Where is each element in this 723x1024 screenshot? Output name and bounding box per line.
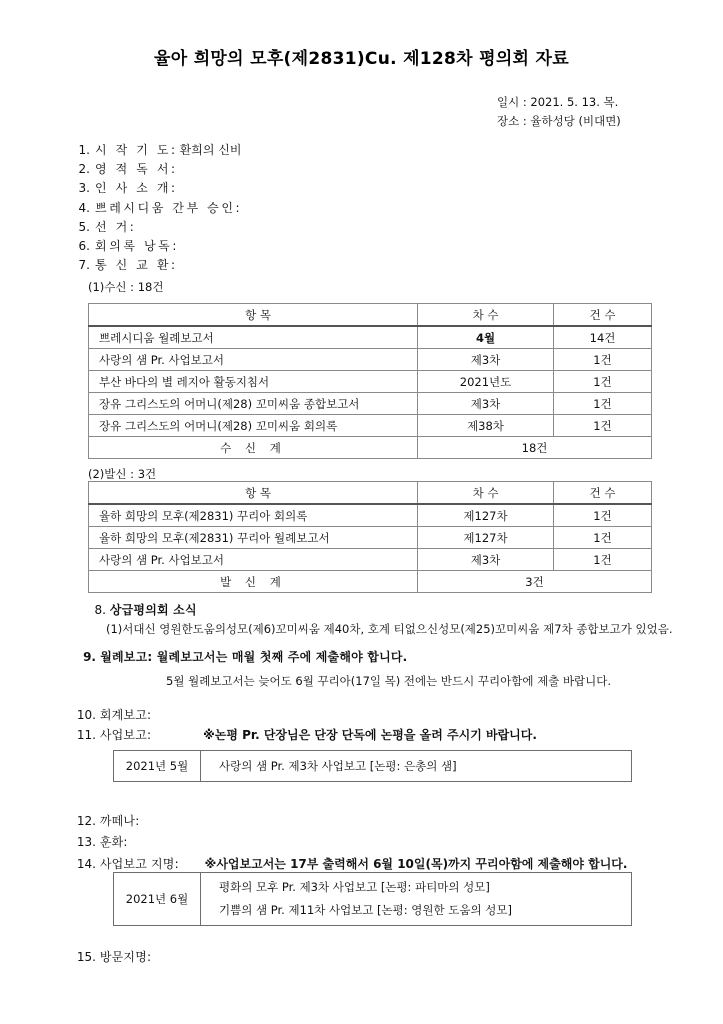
agenda-item-1-value: 환희의 신비 bbox=[179, 143, 242, 157]
agenda-item-5-label: 선 거: bbox=[95, 219, 137, 234]
susin-row-3-item: 장유 그리스도의 어머니(제28) 꼬미씨움 종합보고서 bbox=[89, 393, 418, 415]
agenda-item-3-number: 3. bbox=[78, 181, 90, 196]
table-row bbox=[114, 751, 632, 782]
section-11-note: ※논평 Pr. 단장님은 단장 단독에 논평을 올려 주시기 바랍니다. bbox=[203, 728, 537, 742]
may-report-line-1: 사랑의 샘 Pr. 제3차 사업보고 [논평: 은총의 샘] bbox=[219, 759, 457, 773]
table-row bbox=[89, 415, 652, 437]
section-12-number: 12. bbox=[76, 814, 96, 828]
susin-header-item: 항 목 bbox=[89, 304, 418, 327]
balsin-row-0-gun: 1건 bbox=[554, 504, 652, 527]
balsin-row-2-gun: 1건 bbox=[554, 549, 652, 571]
section-11-number: 11. bbox=[76, 728, 96, 742]
susin-header-cha: 차 수 bbox=[418, 304, 554, 327]
table-row bbox=[89, 393, 652, 415]
section-14-label: 사업보고 지명: bbox=[99, 857, 179, 871]
section-8-title: 상급평의회 소식 bbox=[109, 603, 197, 617]
section-10 bbox=[74, 706, 151, 725]
susin-summary-value: 18건 bbox=[418, 437, 652, 459]
susin-caption: (1)수신 : 18건 bbox=[88, 280, 164, 294]
section-14-note: ※사업보고서는 17부 출력해서 6월 10일(목)까지 꾸리아함에 제출해야 합니다. bbox=[204, 857, 628, 871]
section-8-detail: (1)서대신 영원한도움의성모(제6)꼬미씨움 제40차, 호계 티없으신성모(제25)꼬미씨움 제7차 종합보고가 있었음. bbox=[106, 622, 673, 636]
section-8-number: 8. bbox=[94, 603, 106, 617]
table-row bbox=[89, 371, 652, 393]
agenda-item-5 bbox=[68, 218, 688, 237]
susin-summary-row bbox=[89, 437, 652, 459]
table-row bbox=[89, 326, 652, 349]
susin-row-2-gun: 1건 bbox=[554, 371, 652, 393]
table-row bbox=[89, 549, 652, 571]
susin-row-2-item: 부산 바다의 별 레지아 활동지침서 bbox=[89, 371, 418, 393]
section-15-number: 15. bbox=[76, 950, 96, 964]
section-12-label: 까떼나: bbox=[99, 814, 140, 828]
section-9 bbox=[74, 648, 407, 667]
agenda-item-1-label: 시 작 기 도: bbox=[95, 143, 178, 157]
agenda-item-4 bbox=[68, 199, 688, 218]
susin-row-3-cha: 제3차 bbox=[418, 393, 554, 415]
agenda-item-4-number: 4. bbox=[78, 200, 90, 215]
balsin-row-1-gun: 1건 bbox=[554, 527, 652, 549]
section-11-label: 사업보고: bbox=[99, 728, 152, 742]
balsin-row-2-item: 사랑의 샘 Pr. 사업보고서 bbox=[89, 549, 418, 571]
agenda-item-7 bbox=[68, 256, 688, 275]
section-15 bbox=[74, 948, 151, 967]
june-report-line-1: 평화의 모후 Pr. 제3차 사업보고 [논평: 파티마의 성모] bbox=[219, 880, 490, 894]
balsin-table bbox=[88, 481, 652, 593]
table-header-row bbox=[89, 304, 652, 327]
meeting-place: 장소 : 율하성당 (비대면) bbox=[497, 114, 621, 128]
table-row bbox=[114, 873, 632, 926]
section-12 bbox=[74, 812, 139, 831]
agenda-item-6-number: 6. bbox=[78, 239, 90, 254]
balsin-row-0-item: 율하 희망의 모후(제2831) 꾸리아 회의록 bbox=[89, 504, 418, 527]
balsin-header-gun: 건 수 bbox=[554, 482, 652, 505]
susin-row-0-gun: 14건 bbox=[554, 326, 652, 349]
susin-summary-label: 수 신 계 bbox=[89, 437, 418, 459]
june-report-box bbox=[113, 872, 632, 926]
section-10-label: 회계보고: bbox=[99, 708, 152, 722]
section-14-number: 14. bbox=[76, 857, 96, 871]
susin-header-gun: 건 수 bbox=[554, 304, 652, 327]
table-header-row bbox=[89, 482, 652, 505]
agenda-item-3 bbox=[68, 179, 688, 198]
page-title: 율아 희망의 모후(제2831)Cu. 제128차 평의회 자료 bbox=[154, 49, 569, 69]
susin-table bbox=[88, 303, 652, 459]
balsin-row-1-cha: 제127차 bbox=[418, 527, 554, 549]
agenda-item-7-label: 통 신 교 환: bbox=[95, 258, 178, 273]
section-10-number: 10. bbox=[76, 708, 96, 722]
balsin-row-2-cha: 제3차 bbox=[418, 549, 554, 571]
agenda-item-4-label: 쁘레시디움 간부 승인: bbox=[95, 200, 243, 215]
agenda-item-1-number: 1. bbox=[78, 143, 90, 157]
balsin-summary-row bbox=[89, 571, 652, 593]
table-row bbox=[89, 527, 652, 549]
agenda-item-5-number: 5. bbox=[78, 219, 90, 234]
section-9-title: 월례보고: 월례보고서는 매월 첫째 주에 제출해야 합니다. bbox=[100, 650, 408, 664]
susin-row-4-gun: 1건 bbox=[554, 415, 652, 437]
section-13-label: 훈화: bbox=[99, 835, 128, 849]
section-8 bbox=[84, 601, 197, 620]
susin-row-4-cha: 제38차 bbox=[418, 415, 554, 437]
section-15-label: 방문지명: bbox=[99, 950, 152, 964]
agenda-item-2 bbox=[68, 160, 688, 179]
may-report-box bbox=[113, 750, 632, 782]
june-report-line-2: 기쁨의 샘 Pr. 제11차 사업보고 [논평: 영원한 도움의 성모] bbox=[219, 903, 512, 917]
agenda-item-6 bbox=[68, 237, 688, 256]
agenda-item-1 bbox=[68, 141, 688, 160]
section-13-number: 13. bbox=[76, 835, 96, 849]
balsin-row-0-cha: 제127차 bbox=[418, 504, 554, 527]
meeting-date: 일시 : 2021. 5. 13. 목. bbox=[497, 95, 619, 109]
section-11 bbox=[74, 726, 537, 745]
agenda-item-2-label: 영 적 독 서: bbox=[95, 162, 178, 177]
agenda-item-7-number: 7. bbox=[78, 258, 90, 273]
june-report-body bbox=[201, 873, 632, 926]
balsin-summary-value: 3건 bbox=[418, 571, 652, 593]
susin-row-3-gun: 1건 bbox=[554, 393, 652, 415]
susin-row-1-item: 사랑의 샘 Pr. 사업보고서 bbox=[89, 349, 418, 371]
susin-row-0-cha: 4월 bbox=[418, 326, 554, 349]
susin-row-0-item: 쁘레시디움 월례보고서 bbox=[89, 326, 418, 349]
balsin-summary-label: 발 신 계 bbox=[89, 571, 418, 593]
may-report-month: 2021년 5월 bbox=[114, 751, 201, 782]
balsin-row-1-item: 율하 희망의 모후(제2831) 꾸리아 월례보고서 bbox=[89, 527, 418, 549]
section-9-detail: 5월 월례보고서는 늦어도 6월 꾸리아(17일 목) 전에는 반드시 꾸리아함에 제출 바랍니다. bbox=[166, 674, 612, 688]
table-row bbox=[89, 349, 652, 371]
susin-row-2-cha: 2021년도 bbox=[418, 371, 554, 393]
agenda-item-2-number: 2. bbox=[78, 162, 90, 177]
agenda-list bbox=[68, 141, 688, 275]
table-row bbox=[89, 504, 652, 527]
balsin-caption: (2)발신 : 3건 bbox=[88, 467, 157, 481]
susin-row-1-cha: 제3차 bbox=[418, 349, 554, 371]
agenda-item-3-label: 인 사 소 개: bbox=[95, 181, 178, 196]
balsin-header-cha: 차 수 bbox=[418, 482, 554, 505]
susin-row-4-item: 장유 그리스도의 어머니(제28) 꼬미씨움 회의록 bbox=[89, 415, 418, 437]
document-meta bbox=[497, 93, 621, 131]
june-report-month: 2021년 6월 bbox=[114, 873, 201, 926]
balsin-header-item: 항 목 bbox=[89, 482, 418, 505]
may-report-body bbox=[201, 751, 632, 782]
section-13 bbox=[74, 833, 128, 852]
agenda-item-6-label: 회의록 낭독: bbox=[95, 239, 180, 254]
section-9-number: 9. bbox=[83, 650, 96, 664]
susin-row-1-gun: 1건 bbox=[554, 349, 652, 371]
